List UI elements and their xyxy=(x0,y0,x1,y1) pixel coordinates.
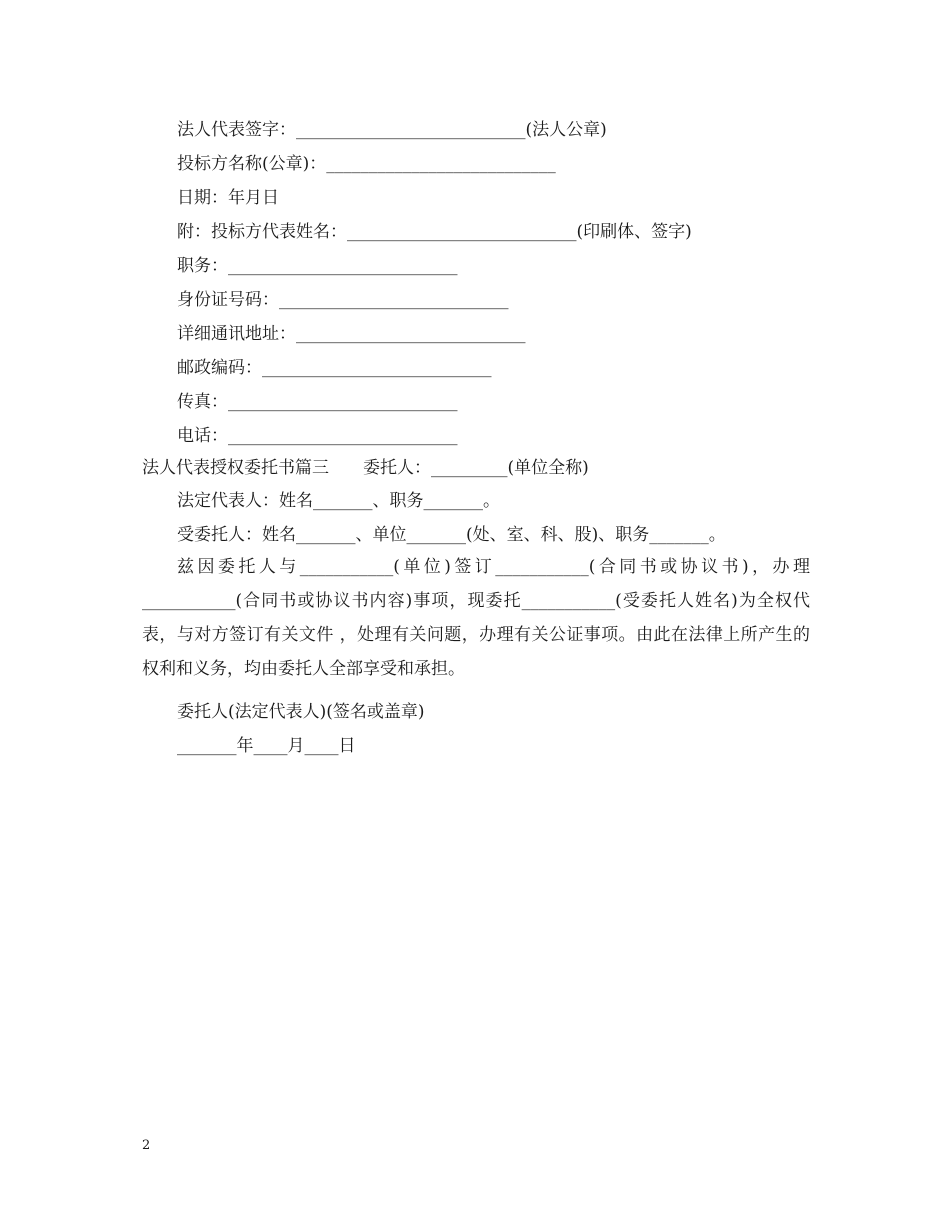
legal-rep-signature-line: 法人代表签字：___________________________(法人公章) xyxy=(177,120,607,140)
postal-code-line: 邮政编码：___________________________ xyxy=(177,358,492,378)
bidder-name-line: 投标方名称(公章)：___________________________ xyxy=(177,154,556,174)
address-line: 详细通讯地址：___________________________ xyxy=(177,324,526,344)
bidder-rep-name-line: 附：投标方代表姓名：___________________________(印刷体、签字) xyxy=(177,222,692,242)
trustee-line: 受委托人：姓名_______、单位_______(处、室、科、股)、职务_______。 xyxy=(177,525,726,545)
section-heading-line: 法人代表授权委托书篇三 委托人：_________(单位全称) xyxy=(142,458,589,478)
id-number-line: 身份证号码：___________________________ xyxy=(177,290,509,310)
signing-date-line: _______年____月____日 xyxy=(177,736,356,756)
authorization-paragraph: 兹因委托人与___________(单位)签订___________(合同书或协议书)，办理___________(合同书或协议书内容)事项，现委托___________(受委托人姓名)为全权代表，与对方签订有关文件 ，处理有关问题，办理有关公证事项。由此在法律上所产生的权利和义务，均由委托人全部享受和承担。 xyxy=(142,557,810,679)
date-line: 日期：年月日 xyxy=(177,188,279,208)
page-number: 2 xyxy=(142,1138,151,1153)
position-line: 职务：___________________________ xyxy=(177,256,458,276)
fax-line: 传真：___________________________ xyxy=(177,392,458,412)
signature-line: 委托人(法定代表人)(签名或盖章) xyxy=(177,702,425,722)
phone-line: 电话：___________________________ xyxy=(177,426,458,446)
legal-representative-line: 法定代表人：姓名_______、职务_______。 xyxy=(177,491,500,511)
